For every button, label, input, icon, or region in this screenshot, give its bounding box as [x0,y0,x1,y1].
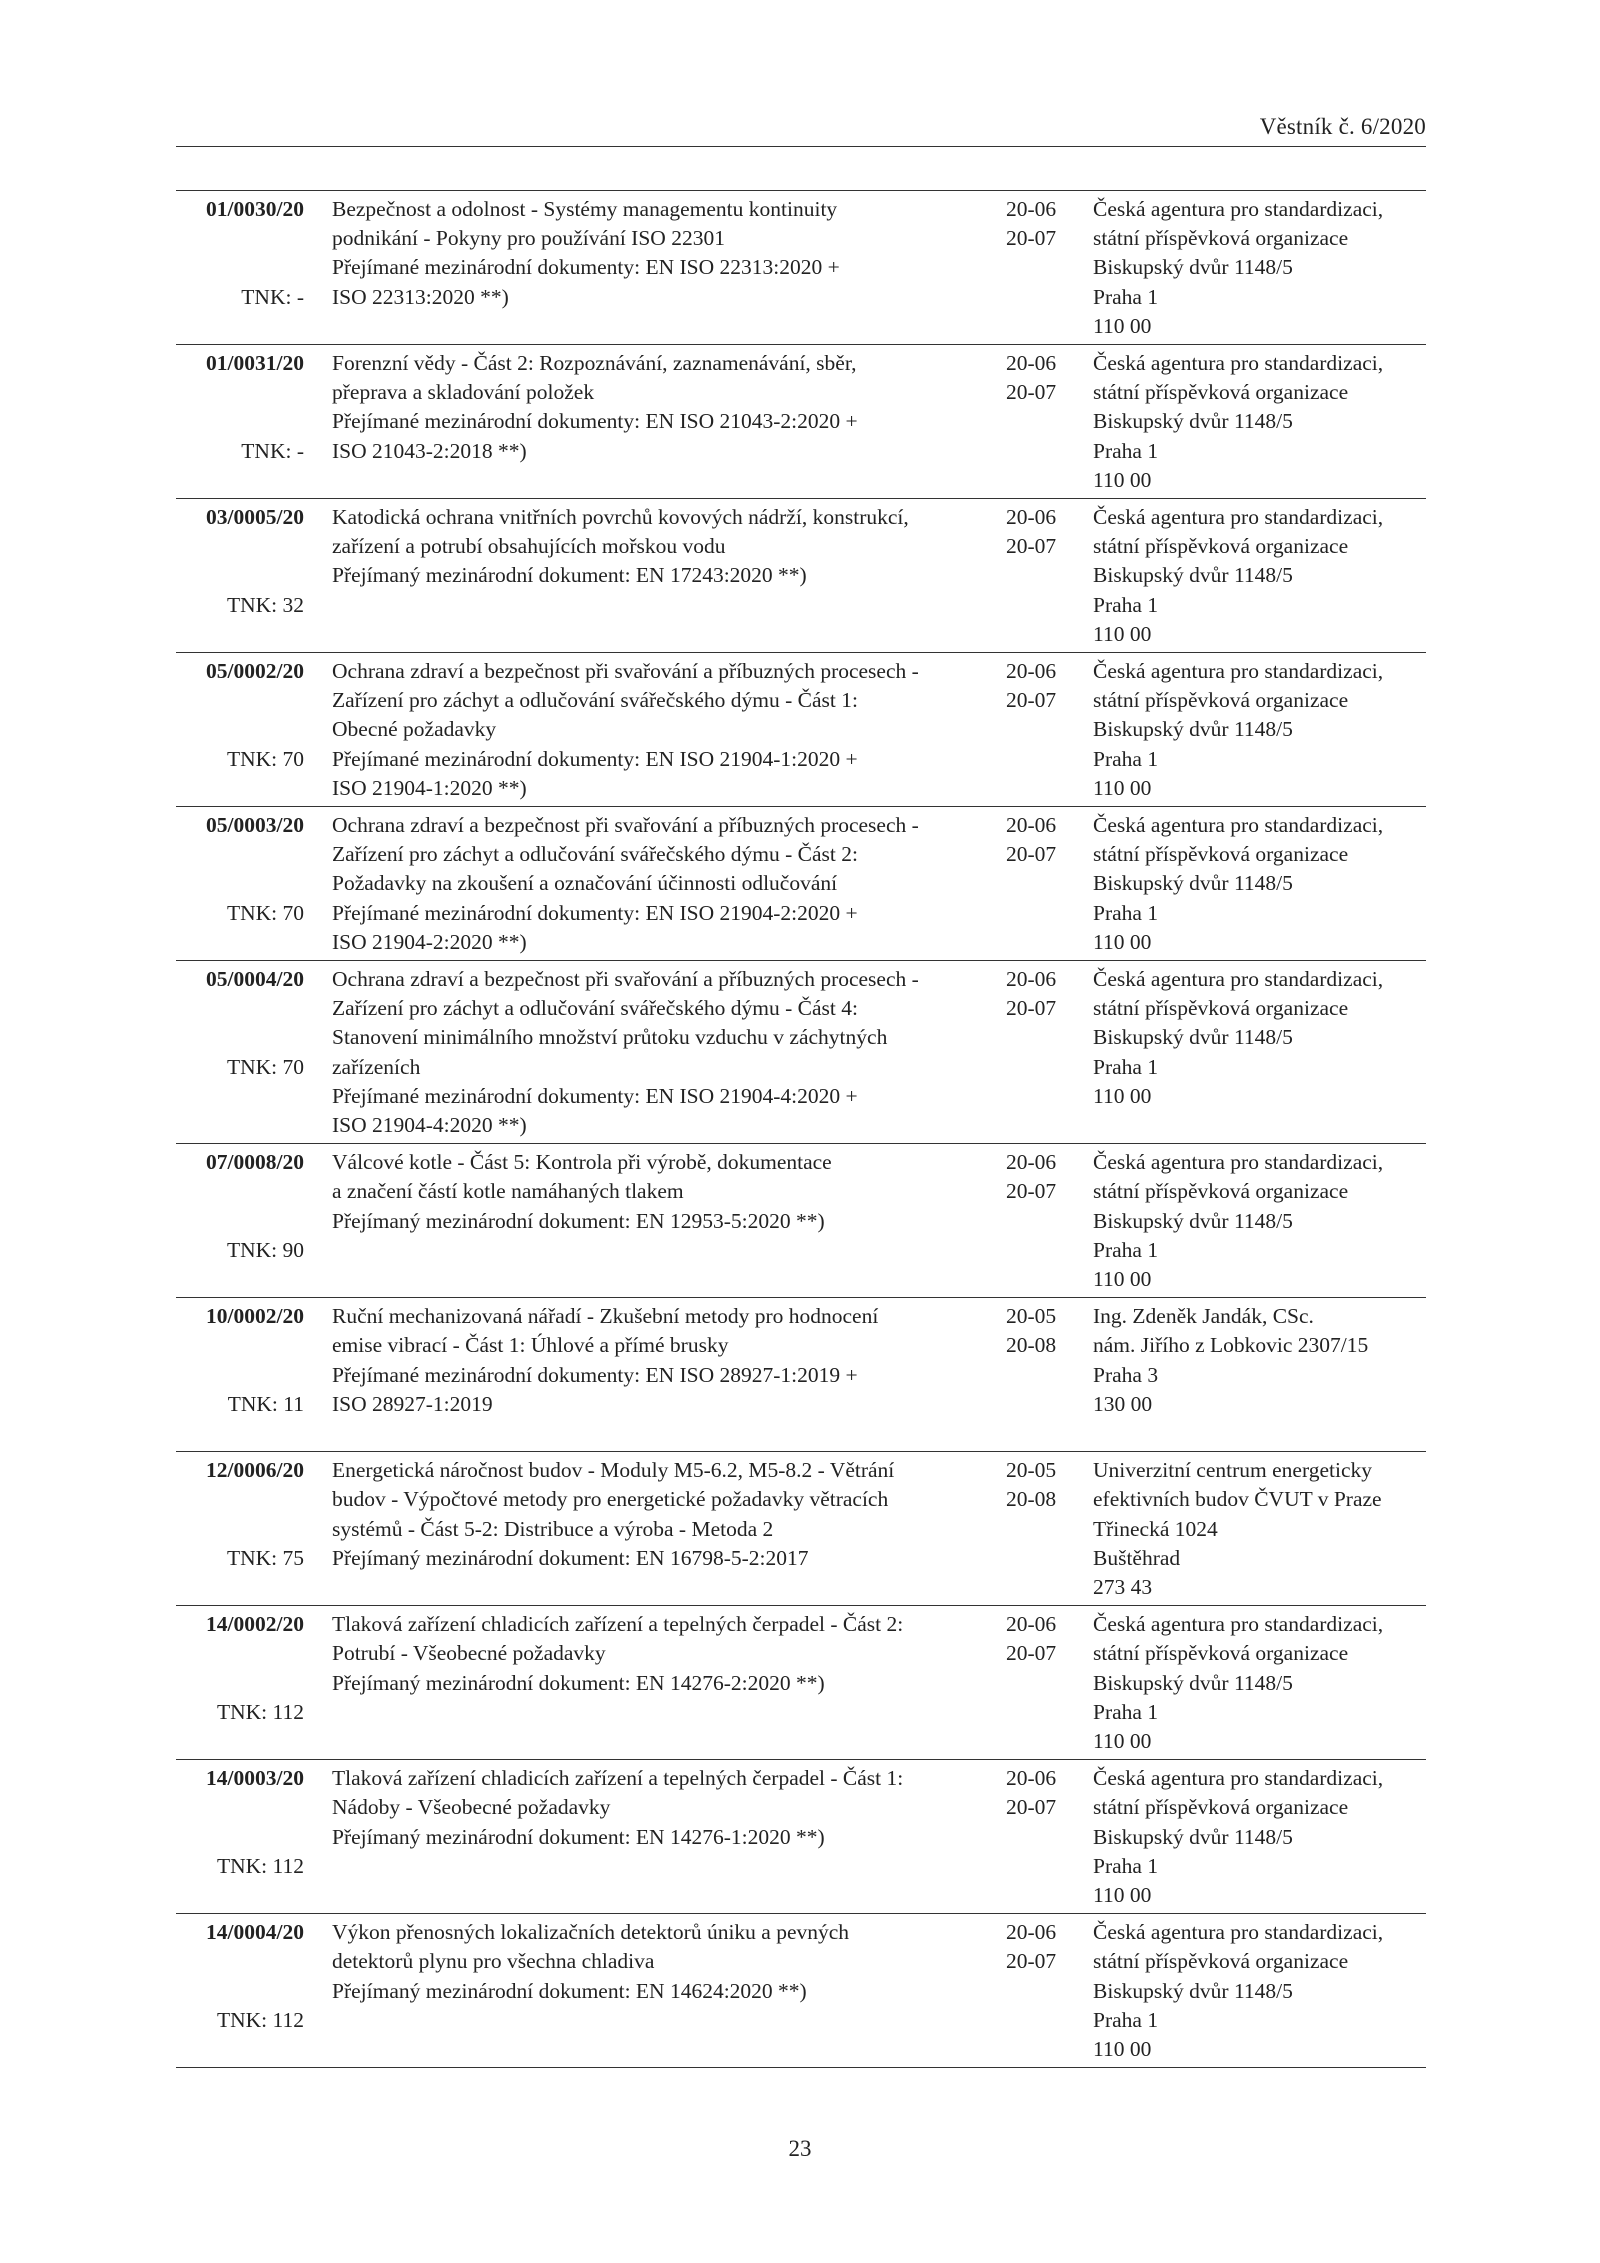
organization-line: státní příspěvková organizace [1093,1641,1349,1666]
description-line: Ochrana zdraví a bezpečnost při svařování a příbuzných procesech - [332,967,919,991]
organization-line: Praha 1 [1093,1853,1159,1878]
description-line: Přejímaný mezinárodní dokument: EN 12953-5:2020 **) [332,1208,825,1233]
entry-organization [1093,1456,1426,1602]
description-line: ISO 21043-2:2018 **) [332,438,527,463]
page-header [176,108,1426,147]
date-code: 20-07 [1006,534,1057,559]
organization-line: státní příspěvková organizace [1093,380,1349,405]
entry-dates [1006,195,1066,253]
description-line: zařízení a potrubí obsahujících mořskou vodu [332,534,726,559]
organization-line: Biskupský dvůr 1148/5 [1093,871,1293,896]
entry-code-column [176,503,304,649]
organization-line: státní příspěvková organizace [1093,996,1349,1021]
entry-dates [1006,657,1066,715]
organization-line: Česká agentura pro standardizaci, [1093,1612,1384,1637]
description-line: Zařízení pro záchyt a odlučování svářečského dýmu - Část 4: [332,996,858,1021]
entry-description [332,811,992,957]
tnk-label: TNK: 32 [226,592,304,617]
organization-line: Biskupský dvůr 1148/5 [1093,563,1293,588]
description-line: zařízeních [332,1054,421,1079]
date-code: 20-07 [1006,226,1057,251]
organization-line: 110 00 [1093,1267,1152,1291]
entry-description [332,657,992,803]
organization-line: Biskupský dvůr 1148/5 [1093,1978,1293,2003]
description-line: Zařízení pro záchyt a odlučování svářečského dýmu - Část 1: [332,688,858,713]
entry-description [332,349,992,466]
tnk-label: TNK: 75 [226,1545,304,1570]
entry-organization [1093,657,1426,803]
standards-list [176,190,1426,2068]
description-line: přeprava a skladování položek [332,380,595,405]
date-code: 20-05 [1006,1304,1057,1329]
date-code: 20-06 [1006,1150,1057,1175]
description-line: emise vibrací - Část 1: Úhlové a přímé brusky [332,1333,729,1358]
organization-line: Praha 1 [1093,592,1159,617]
description-line: Přejímaný mezinárodní dokument: EN 14276-1:2020 **) [332,1824,825,1849]
standard-entry [176,807,1426,961]
entry-dates [1006,1764,1066,1822]
organization-line: Praha 1 [1093,900,1159,925]
standard-entry [176,653,1426,807]
standard-entry [176,1760,1426,1914]
description-line: Obecné požadavky [332,717,497,742]
standard-number: 14/0004/20 [206,1920,304,1945]
entry-code-column [176,965,304,1140]
standard-number: 12/0006/20 [206,1458,304,1483]
description-line: Výkon přenosných lokalizačních detektorů úniku a pevných [332,1920,850,1945]
entry-organization [1093,1302,1426,1419]
description-line: Ochrana zdraví a bezpečnost při svařování a příbuzných procesech - [332,659,919,683]
description-line: Přejímaný mezinárodní dokument: EN 14624:2020 **) [332,1978,807,2003]
organization-line: Česká agentura pro standardizaci, [1093,659,1384,683]
standard-entry [176,1452,1426,1606]
standard-number: 01/0031/20 [206,351,304,375]
entry-description [332,1918,992,2006]
entry-description [332,1456,992,1573]
organization-line: Praha 1 [1093,1054,1159,1079]
date-code: 20-06 [1006,1612,1057,1637]
date-code: 20-06 [1006,351,1057,375]
entry-organization [1093,195,1426,341]
standard-number: 07/0008/20 [206,1150,304,1175]
date-code: 20-06 [1006,1920,1057,1945]
description-line: Zařízení pro záchyt a odlučování svářečského dýmu - Část 2: [332,842,858,867]
standard-number: 05/0003/20 [206,813,304,837]
date-code: 20-07 [1006,1179,1057,1204]
organization-line: 110 00 [1093,621,1152,646]
organization-line: 110 00 [1093,313,1152,338]
description-line: Forenzní vědy - Část 2: Rozpoznávání, zaznamenávání, sběr, [332,351,857,375]
entry-code-column [176,195,304,341]
entry-code-column [176,1148,304,1294]
organization-line: Biskupský dvůr 1148/5 [1093,409,1293,434]
organization-line: státní příspěvková organizace [1093,226,1349,251]
description-line: Ochrana zdraví a bezpečnost při svařování a příbuzných procesech - [332,813,919,837]
description-line: Válcové kotle - Část 5: Kontrola při výrobě, dokumentace [332,1150,832,1175]
organization-line: Buštěhrad [1093,1545,1181,1570]
organization-line: Česká agentura pro standardizaci, [1093,351,1384,375]
description-line: Přejímaný mezinárodní dokument: EN 16798-5-2:2017 [332,1545,809,1570]
entry-description [332,965,992,1140]
entry-organization [1093,1764,1426,1910]
description-line: ISO 21904-4:2020 **) [332,1113,527,1138]
standard-entry [176,1606,1426,1760]
description-line: Bezpečnost a odolnost - Systémy managementu kontinuity [332,197,838,221]
entry-code-column [176,1918,304,2064]
standard-entry [176,191,1426,345]
organization-line: Česká agentura pro standardizaci, [1093,197,1384,221]
entry-code-column [176,349,304,495]
standard-number: 03/0005/20 [206,505,304,529]
description-line: ISO 21904-2:2020 **) [332,929,527,954]
entry-dates [1006,1456,1066,1514]
organization-line: státní příspěvková organizace [1093,534,1349,559]
entry-code-column [176,657,304,803]
entry-dates [1006,1610,1066,1668]
entry-organization [1093,965,1426,1111]
tnk-label: TNK: 90 [226,1237,304,1262]
entry-code-column [176,1302,304,1448]
standard-number: 05/0004/20 [206,967,304,991]
description-line: Přejímané mezinárodní dokumenty: EN ISO 21043-2:2020 + [332,409,858,434]
standard-entry [176,1144,1426,1298]
date-code: 20-06 [1006,197,1057,221]
tnk-label: TNK: 112 [217,1853,304,1878]
description-line: Tlaková zařízení chladicích zařízení a tepelných čerpadel - Část 1: [332,1766,904,1791]
organization-line: nám. Jiřího z Lobkovic 2307/15 [1093,1333,1369,1358]
tnk-label: TNK: 70 [226,1054,304,1079]
tnk-label: TNK: - [241,438,304,463]
description-line: Přejímané mezinárodní dokumenty: EN ISO 21904-1:2020 + [332,746,858,771]
organization-line: Biskupský dvůr 1148/5 [1093,1670,1293,1695]
organization-line: 110 00 [1093,467,1152,492]
organization-line: Praha 3 [1093,1362,1159,1387]
entry-dates [1006,349,1066,407]
description-line: podnikání - Pokyny pro používání ISO 22301 [332,226,725,251]
description-line: budov - Výpočtové metody pro energetické požadavky větracích [332,1487,889,1512]
description-line: Přejímané mezinárodní dokumenty: EN ISO 21904-2:2020 + [332,900,858,925]
date-code: 20-07 [1006,1641,1057,1666]
standard-number: 14/0003/20 [206,1766,304,1791]
entry-dates [1006,1302,1066,1360]
description-line: ISO 28927-1:2019 [332,1391,493,1416]
organization-line: 110 00 [1093,1883,1152,1907]
description-line: Nádoby - Všeobecné požadavky [332,1795,611,1820]
date-code: 20-07 [1006,380,1057,405]
organization-line: 110 00 [1093,1729,1152,1753]
description-line: systémů - Část 5-2: Distribuce a výroba - Metoda 2 [332,1516,774,1541]
standard-entry [176,1298,1426,1452]
entry-description [332,1302,992,1419]
organization-line: efektivních budov ČVUT v Praze [1093,1487,1382,1512]
standard-number: 10/0002/20 [206,1304,304,1329]
organization-line: 273 43 [1093,1575,1153,1599]
date-code: 20-07 [1006,842,1057,867]
bulletin-title: Věstník č. 6/2020 [1259,114,1426,139]
description-line: Energetická náročnost budov - Moduly M5-6.2, M5-8.2 - Větrání [332,1458,895,1483]
organization-line: státní příspěvková organizace [1093,1179,1349,1204]
organization-line: Praha 1 [1093,746,1159,771]
entry-code-column [176,1764,304,1910]
entry-code-column [176,1610,304,1756]
entry-organization [1093,1918,1426,2064]
organization-line: 110 00 [1093,1083,1152,1108]
description-line: Tlaková zařízení chladicích zařízení a tepelných čerpadel - Část 2: [332,1612,904,1637]
entry-description [332,503,992,591]
date-code: 20-07 [1006,996,1057,1021]
organization-line: 110 00 [1093,775,1152,800]
organization-line: Ing. Zdeněk Jandák, CSc. [1093,1304,1314,1329]
organization-line: Česká agentura pro standardizaci, [1093,813,1384,837]
organization-line: státní příspěvková organizace [1093,842,1349,867]
entry-description [332,1148,992,1236]
date-code: 20-06 [1006,1766,1057,1791]
organization-line: Česká agentura pro standardizaci, [1093,505,1384,529]
description-line: Katodická ochrana vnitřních povrchů kovových nádrží, konstrukcí, [332,505,909,529]
description-line: detektorů plynu pro všechna chladiva [332,1949,655,1974]
organization-line: Praha 1 [1093,284,1159,309]
entry-code-column [176,811,304,957]
organization-line: Česká agentura pro standardizaci, [1093,1920,1384,1945]
organization-line: Biskupský dvůr 1148/5 [1093,1025,1293,1050]
description-line: Potrubí - Všeobecné požadavky [332,1641,606,1666]
description-line: Ruční mechanizovaná nářadí - Zkušební metody pro hodnocení [332,1304,879,1329]
description-line: Přejímané mezinárodní dokumenty: EN ISO 21904-4:2020 + [332,1083,858,1108]
entry-dates [1006,811,1066,869]
standard-entry [176,499,1426,653]
entry-dates [1006,1918,1066,1976]
organization-line: Biskupský dvůr 1148/5 [1093,1824,1293,1849]
organization-line: Biskupský dvůr 1148/5 [1093,1208,1293,1233]
date-code: 20-05 [1006,1458,1057,1483]
standard-entry [176,345,1426,499]
entry-dates [1006,503,1066,561]
tnk-label: TNK: 70 [226,746,304,771]
date-code: 20-07 [1006,688,1057,713]
tnk-label: TNK: 70 [226,900,304,925]
organization-line: Praha 1 [1093,1237,1159,1262]
entry-description [332,195,992,312]
description-line: Přejímané mezinárodní dokumenty: EN ISO 28927-1:2019 + [332,1362,858,1387]
date-code: 20-07 [1006,1795,1057,1820]
organization-line: státní příspěvková organizace [1093,1795,1349,1820]
organization-line: 130 00 [1093,1391,1153,1416]
tnk-label: TNK: - [241,284,304,309]
date-code: 20-08 [1006,1487,1057,1512]
standard-entry [176,961,1426,1144]
organization-line: Česká agentura pro standardizaci, [1093,1766,1384,1791]
entry-organization [1093,1148,1426,1294]
entry-description [332,1610,992,1698]
organization-line: Česká agentura pro standardizaci, [1093,967,1384,991]
standard-entry [176,1914,1426,2068]
page-number: 23 [788,2136,812,2161]
entry-organization [1093,1610,1426,1756]
entry-organization [1093,349,1426,495]
description-line: Přejímaný mezinárodní dokument: EN 17243:2020 **) [332,563,807,588]
organization-line: 110 00 [1093,2037,1152,2061]
standard-number: 01/0030/20 [206,197,304,221]
organization-line: Praha 1 [1093,438,1159,463]
organization-line: Biskupský dvůr 1148/5 [1093,717,1293,742]
standard-number: 14/0002/20 [206,1612,304,1637]
organization-line: Třinecká 1024 [1093,1516,1218,1541]
date-code: 20-08 [1006,1333,1057,1358]
date-code: 20-06 [1006,967,1057,991]
date-code: 20-06 [1006,659,1057,683]
tnk-label: TNK: 11 [227,1391,304,1416]
description-line: Požadavky na zkoušení a označování účinnosti odlučování [332,871,838,896]
description-line: Přejímaný mezinárodní dokument: EN 14276-2:2020 **) [332,1670,825,1695]
date-code: 20-06 [1006,813,1057,837]
organization-line: Biskupský dvůr 1148/5 [1093,255,1293,280]
organization-line: Česká agentura pro standardizaci, [1093,1150,1384,1175]
entry-code-column [176,1456,304,1602]
entry-dates [1006,965,1066,1023]
organization-line: Praha 1 [1093,2007,1159,2032]
description-line: a značení částí kotle namáhaných tlakem [332,1179,684,1204]
description-line: Stanovení minimálního množství průtoku vzduchu v záchytných [332,1025,888,1050]
date-code: 20-06 [1006,505,1057,529]
entry-description [332,1764,992,1852]
entry-dates [1006,1148,1066,1206]
entry-organization [1093,503,1426,649]
organization-line: státní příspěvková organizace [1093,688,1349,713]
description-line: ISO 22313:2020 **) [332,284,509,309]
organization-line: státní příspěvková organizace [1093,1949,1349,1974]
organization-line: Praha 1 [1093,1699,1159,1724]
date-code: 20-07 [1006,1949,1057,1974]
standard-number: 05/0002/20 [206,659,304,683]
tnk-label: TNK: 112 [217,2007,304,2032]
organization-line: 110 00 [1093,929,1152,954]
description-line: Přejímané mezinárodní dokumenty: EN ISO 22313:2020 + [332,255,840,280]
description-line: ISO 21904-1:2020 **) [332,775,527,800]
tnk-label: TNK: 112 [217,1699,304,1724]
entry-organization [1093,811,1426,957]
organization-line: Univerzitní centrum energeticky [1093,1458,1372,1483]
